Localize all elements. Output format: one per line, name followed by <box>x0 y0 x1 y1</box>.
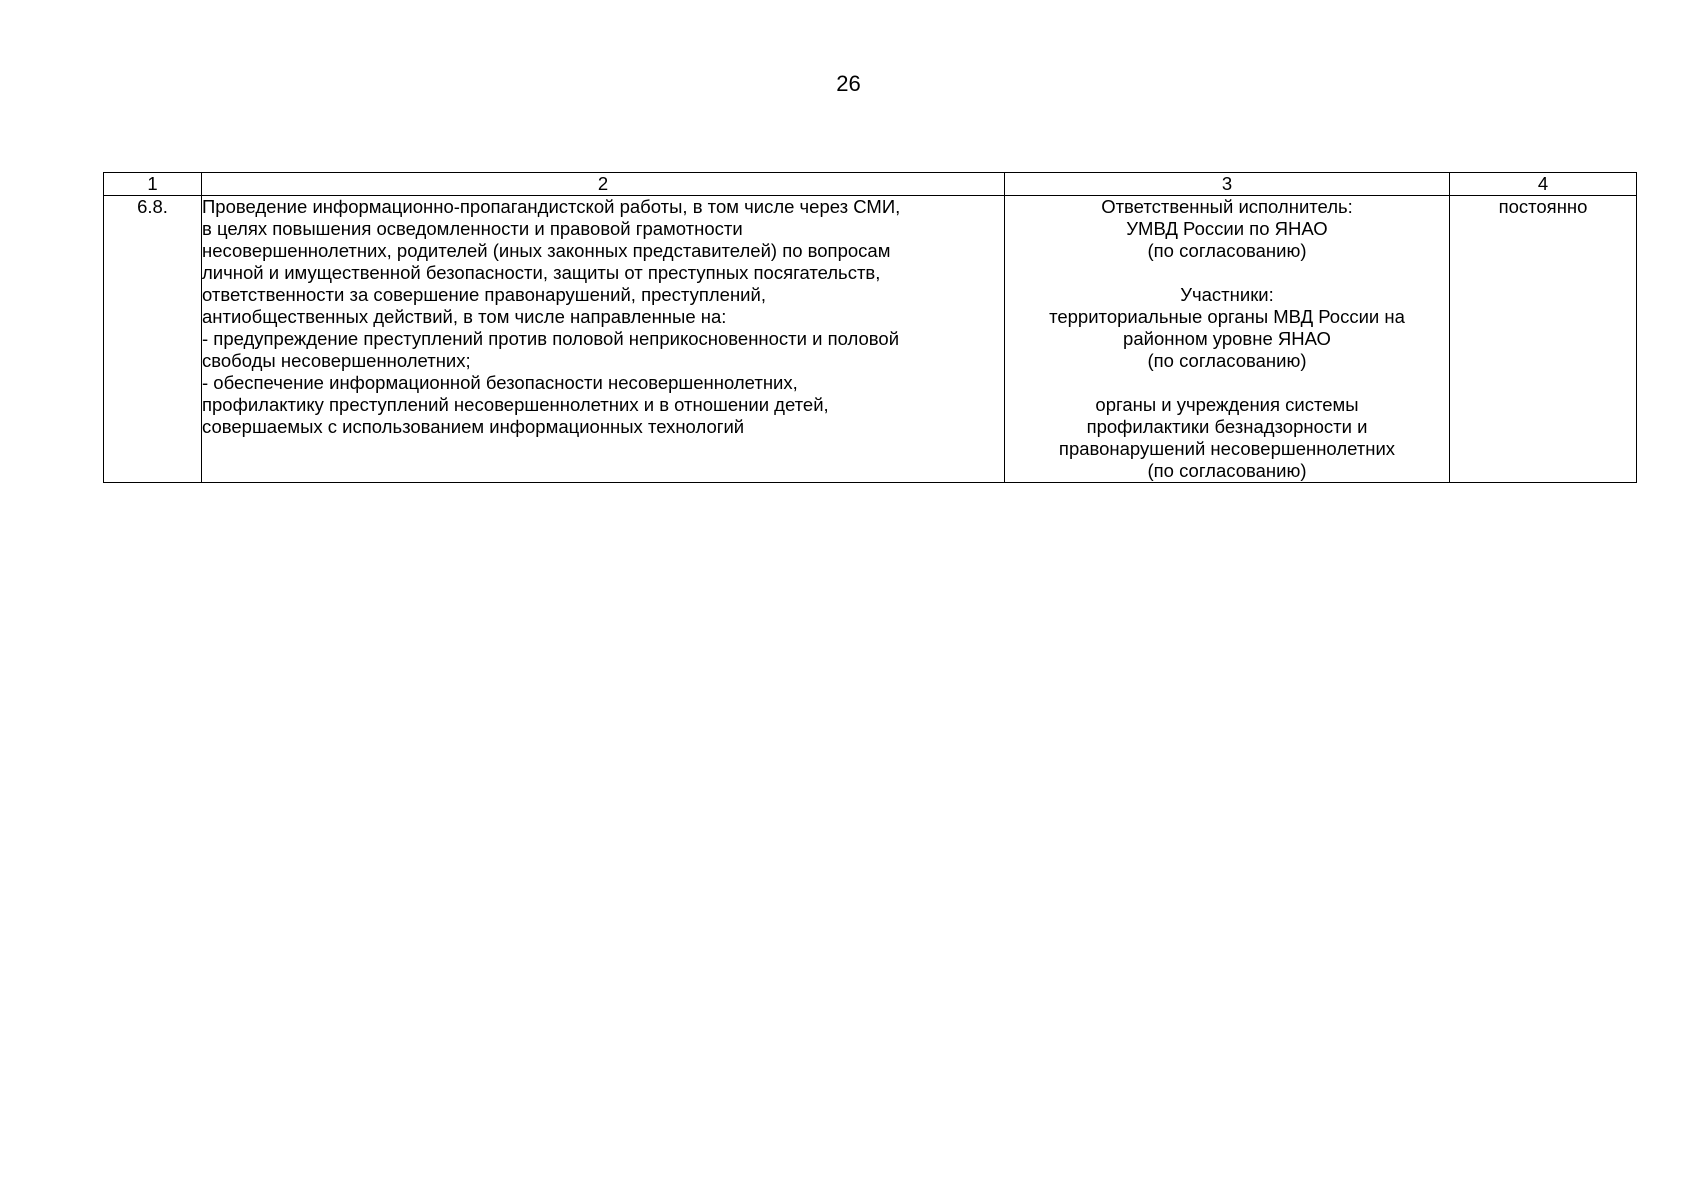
participant-line: профилактики безнадзорности и <box>1086 416 1368 437</box>
description-line: личной и имущественной безопасности, защиты от преступных посягательств, <box>202 262 881 283</box>
executor-line: УМВД России по ЯНАО <box>1126 218 1328 239</box>
table-header-row <box>104 173 1637 196</box>
executor-label: Ответственный исполнитель: <box>1101 196 1353 217</box>
item-number: 6.8. <box>104 196 202 483</box>
description-line: совершаемых с использованием информационных технологий <box>202 416 745 437</box>
item-term: постоянно <box>1450 196 1637 483</box>
column-header-4: 4 <box>1450 173 1637 196</box>
executor-line: (по согласованию) <box>1147 240 1307 261</box>
participant-line: (по согласованию) <box>1147 460 1307 481</box>
participant-line: (по согласованию) <box>1147 350 1307 371</box>
participants-label: Участники: <box>1180 284 1274 305</box>
participant-line: правонарушений несовершеннолетних <box>1058 438 1396 459</box>
spacer <box>1005 372 1449 394</box>
participant-line: органы и учреждения системы <box>1095 394 1359 415</box>
measures-table <box>103 172 1637 483</box>
column-header-1: 1 <box>104 173 202 196</box>
description-line: антиобщественных действий, в том числе направленные на: <box>202 306 727 327</box>
participant-line: районном уровне ЯНАО <box>1123 328 1331 349</box>
spacer <box>1005 262 1449 284</box>
description-line: профилактику преступлений несовершеннолетних и в отношении детей, <box>202 394 829 415</box>
participant-line: территориальные органы МВД России на <box>1049 306 1405 327</box>
description-line: ответственности за совершение правонарушений, преступлений, <box>202 284 766 305</box>
column-header-3: 3 <box>1005 173 1450 196</box>
description-line: Проведение информационно-пропагандистской работы, в том числе через СМИ, <box>202 196 901 217</box>
column-header-2: 2 <box>202 173 1005 196</box>
description-line: свободы несовершеннолетних; <box>202 350 471 371</box>
description-line: - обеспечение информационной безопасности несовершеннолетних, <box>202 372 798 393</box>
description-line: несовершеннолетних, родителей (иных законных представителей) по вопросам <box>202 240 891 261</box>
table-row <box>104 196 1637 483</box>
description-line: в целях повышения осведомленности и правовой грамотности <box>202 218 743 239</box>
item-responsible <box>1005 196 1450 483</box>
item-description <box>202 196 1005 483</box>
description-line: - предупреждение преступлений против половой неприкосновенности и половой <box>202 328 900 349</box>
page-number: 26 <box>836 71 861 96</box>
